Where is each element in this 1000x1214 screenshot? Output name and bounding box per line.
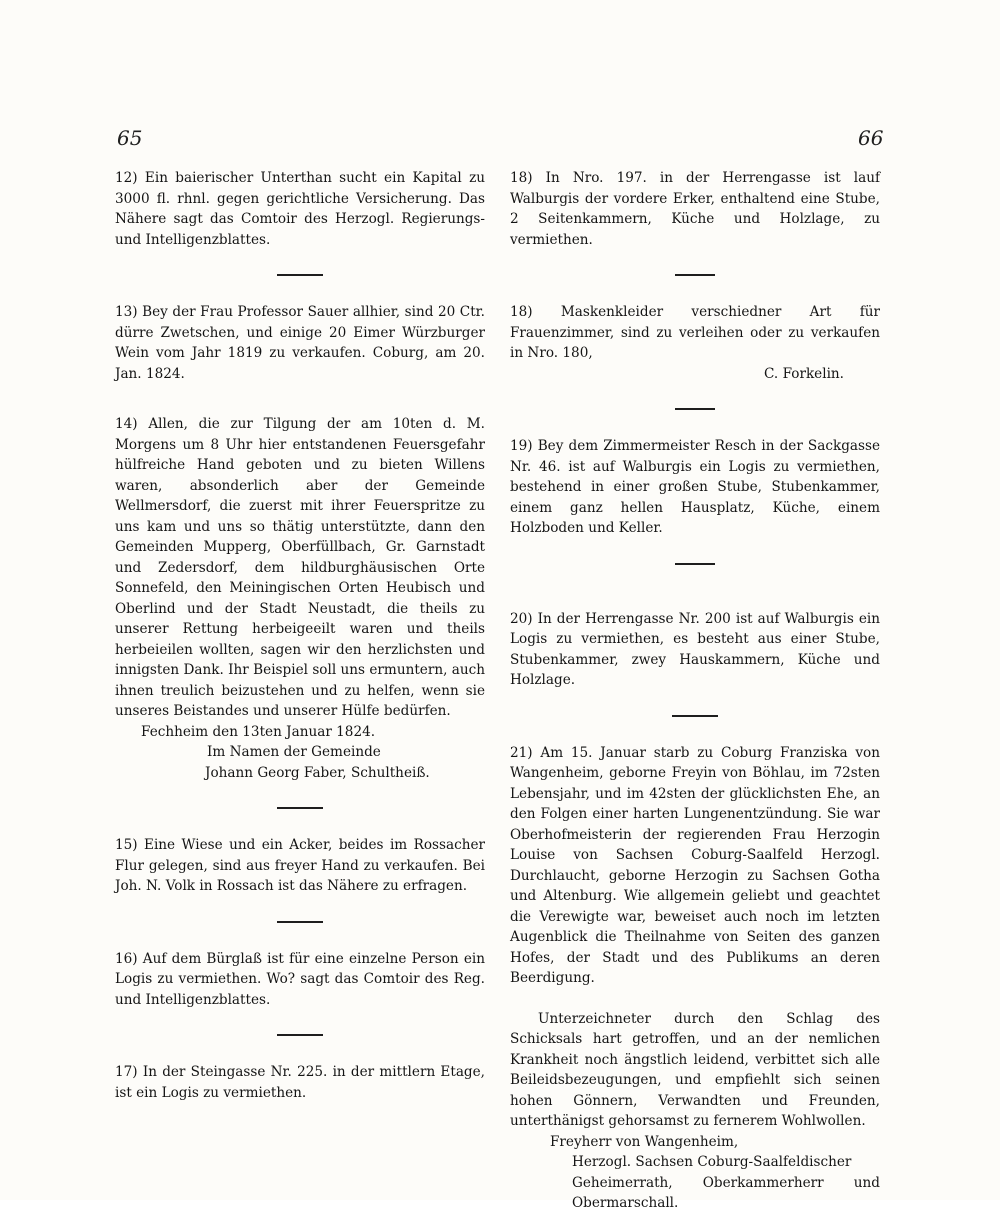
separator-rule [277,274,323,276]
signature-name: Johann Georg Faber, Schultheiß. [205,764,430,781]
notice-16: 16) Auf dem Bürglaß ist für eine einzelne Person ein Logis zu vermiethen. Wo? sagt das Comtoir des Reg. und Intelligenzblattes. [115,950,485,1008]
left-column [115,168,485,1103]
separator-rule [277,921,323,923]
notice-15: 15) Eine Wiese und ein Acker, beides im Rossacher Flur gelegen, sind aus freyer Hand zu verkaufen. Bei Joh. N. Volk in Rossach ist das Nähere zu erfragen. [115,837,485,894]
signature-on-behalf: Im Namen der Gemeinde [207,744,381,760]
separator-rule [675,408,715,410]
left-page-number: 65 [117,126,143,150]
separator-rule [277,807,323,809]
signature-title: Herzogl. Sachsen Coburg-Saalfeldischer [572,1154,852,1170]
separator-rule [277,1034,323,1036]
notice-13: 13) Bey der Frau Professor Sauer allhier, sind 20 Ctr. dürre Zwetschen, und einige 20 Eimer Würzburger Wein vom Jahr 1819 zu verkaufen. Coburg, am 20. Jan. 1824. [115,304,485,382]
separator-rule [675,563,715,565]
notice-20: 20) In der Herrengasse Nr. 200 ist auf Walburgis ein Logis zu vermiethen, es besteht aus einer Stube, Stubenkammer, zwey Hauskammern, Küche und Holzlage. [510,610,880,688]
right-page-number: 66 [858,126,884,150]
notice-18b-signature: C. Forkelin. [764,365,844,382]
notice-19: 19) Bey dem Zimmermeister Resch in der Sackgasse Nr. 46. ist auf Walburgis ein Logis zu vermiethen, bestehend in einer großen Stube, Stubenkammer, einem ganz hellen Hausplatz, Küche, einem Holzboden und Keller. [510,438,880,536]
separator-rule [672,715,718,717]
notice-17: 17) In der Steingasse Nr. 225. in der mittlern Etage, ist ein Logis zu vermiethen. [115,1064,485,1101]
notice-21-signature [510,1132,880,1214]
notice-18a: 18) In Nro. 197. in der Herrengasse ist lauf Walburgis der vordere Erker, enthaltend eine Stube, 2 Seitenkammern, Küche und Holzlage, zu vermiethen. [510,170,880,248]
signature-name: Freyherr von Wangenheim, [550,1133,739,1150]
notice-21: 21) Am 15. Januar starb zu Coburg Franziska von Wangenheim, geborne Freyin von Böhlau, im 72sten Lebensjahr, und im 42sten der glücklichsten Ehe, an den Folgen einer harten Lungenentzündung. Sie war Oberhofmeisterin der regierenden Frau Herzogin Louise von Sachsen Coburg-Saalfeld Herzogl. Durchlaucht, geborne Herzogin zu Sachsen Gotha und Altenburg. Wie allgemein geliebt und geachtet die Verewigte war, beweiset auch noch im letzten Augenblick die Theilnahme von Seiten des ganzen Hofes, der Stadt und des Publikums an deren Beerdigung. [510,744,880,986]
notice-14-signature [115,722,485,784]
right-column [510,168,880,1214]
notice-18b: 18) Maskenkleider verschiedner Art für Frauenzimmer, sind zu verleihen oder zu verkaufen in Nro. 180, [510,304,880,361]
separator-rule [675,274,715,276]
notice-12: 12) Ein baierischer Unterthan sucht ein Kapital zu 3000 fl. rhnl. gegen gerichtliche Versicherung. Das Nähere sagt das Comtoir des Herzogl. Regierungs- und Intelligenzblattes. [115,170,485,248]
notice-21-note: Unterzeichneter durch den Schlag des Schicksals hart getroffen, und an der nemlichen Krankheit noch ängstlich leidend, verbittet sich alle Beileidsbezeugungen, und empfiehlt sich seinen hohen Gönnern, Verwandten und Freunden, unterthänigst gehorsamst zu fernerem Wohlwollen. [510,1010,880,1129]
notice-14: 14) Allen, die zur Tilgung der am 10ten d. M. Morgens um 8 Uhr hier entstandenen Feuersgefahr hülfreiche Hand geboten und zu bieten Willens waren, absonderlich aber der Gemeinde Wellmersdorf, die zuerst mit ihrer Feuerspritze zu uns kam und uns so thätig unterstützte, dann den Gemeinden Mupperg, Oberfüllbach, Gr. Garnstadt und Zedersdorf, dem hildburghäusischen Orte Sonnefeld, den Meiningischen Orten Heubisch und Oberlind und der Stadt Neustadt, die theils zu unserer Rettung herbeigeeilt waren und theils herbeieilen wollten, sagen wir den herzlichsten und innigsten Dank. Ihr Beispiel soll uns ermuntern, auch ihnen treulich beizustehen und zu helfen, wenn sie unseres Beistandes und unserer Hülfe bedürfen. [115,416,485,719]
signature-offices: Geheimerrath, Oberkammerherr und Obermarschall. [572,1174,880,1211]
signature-place-date: Fechheim den 13ten Januar 1824. [141,723,376,740]
